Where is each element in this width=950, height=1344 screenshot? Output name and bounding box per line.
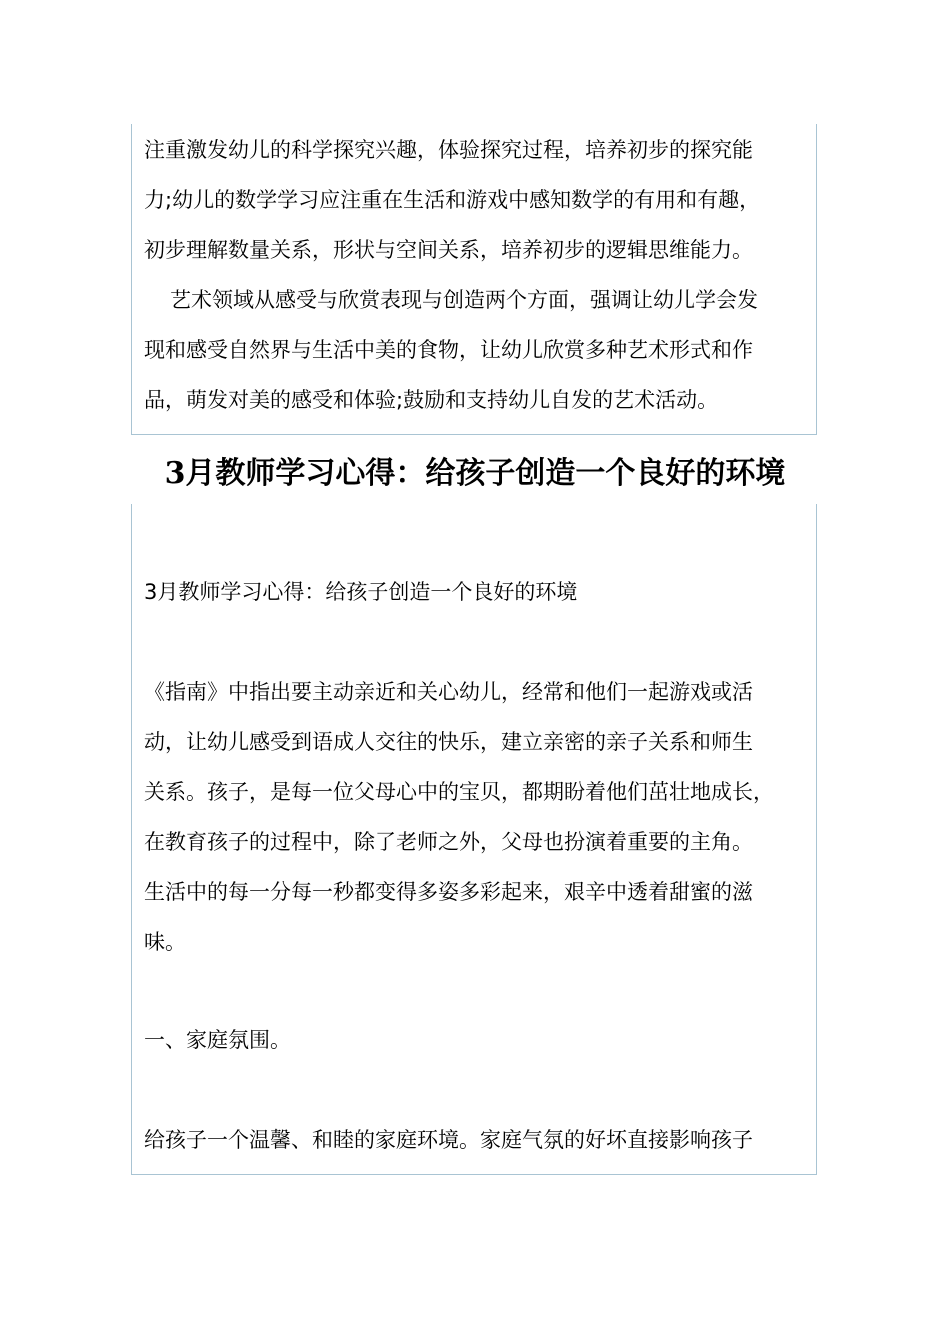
- body-line: 品，萌发对美的感受和体验;鼓励和支持幼儿自发的艺术活动。: [144, 388, 719, 412]
- article-heading: 3月教师学习心得：给孩子创造一个良好的环境: [164, 456, 786, 491]
- body-line: 动，让幼儿感受到语成人交往的快乐，建立亲密的亲子关系和师生: [144, 730, 753, 754]
- body-line: 艺术领域从感受与欣赏表现与创造两个方面，强调让幼儿学会发: [170, 288, 758, 312]
- section-title: 一、家庭氛围。: [144, 1028, 291, 1052]
- body-line: 给孩子一个温馨、和睦的家庭环境。家庭气氛的好坏直接影响孩子: [144, 1128, 753, 1152]
- body-line: 《指南》中指出要主动亲近和关心幼儿，经常和他们一起游戏或活: [144, 680, 753, 704]
- body-line: 现和感受自然界与生活中美的食物，让幼儿欣赏多种艺术形式和作: [144, 338, 753, 362]
- body-line: 味。: [144, 930, 186, 954]
- article-subtitle: 3月教师学习心得：给孩子创造一个良好的环境: [144, 580, 578, 604]
- body-line: 初步理解数量关系，形状与空间关系，培养初步的逻辑思维能力。: [144, 238, 753, 262]
- body-line: 在教育孩子的过程中，除了老师之外，父母也扮演着重要的主角。: [144, 830, 753, 854]
- body-line: 力;幼儿的数学学习应注重在生活和游戏中感知数学的有用和有趣，: [144, 188, 761, 212]
- body-line: 关系。孩子，是每一位父母心中的宝贝，都期盼着他们茁壮地成长，: [144, 780, 774, 804]
- body-line: 注重激发幼儿的科学探究兴趣，体验探究过程，培养初步的探究能: [144, 138, 753, 162]
- body-line: 生活中的每一分每一秒都变得多姿多彩起来，艰辛中透着甜蜜的滋: [144, 880, 753, 904]
